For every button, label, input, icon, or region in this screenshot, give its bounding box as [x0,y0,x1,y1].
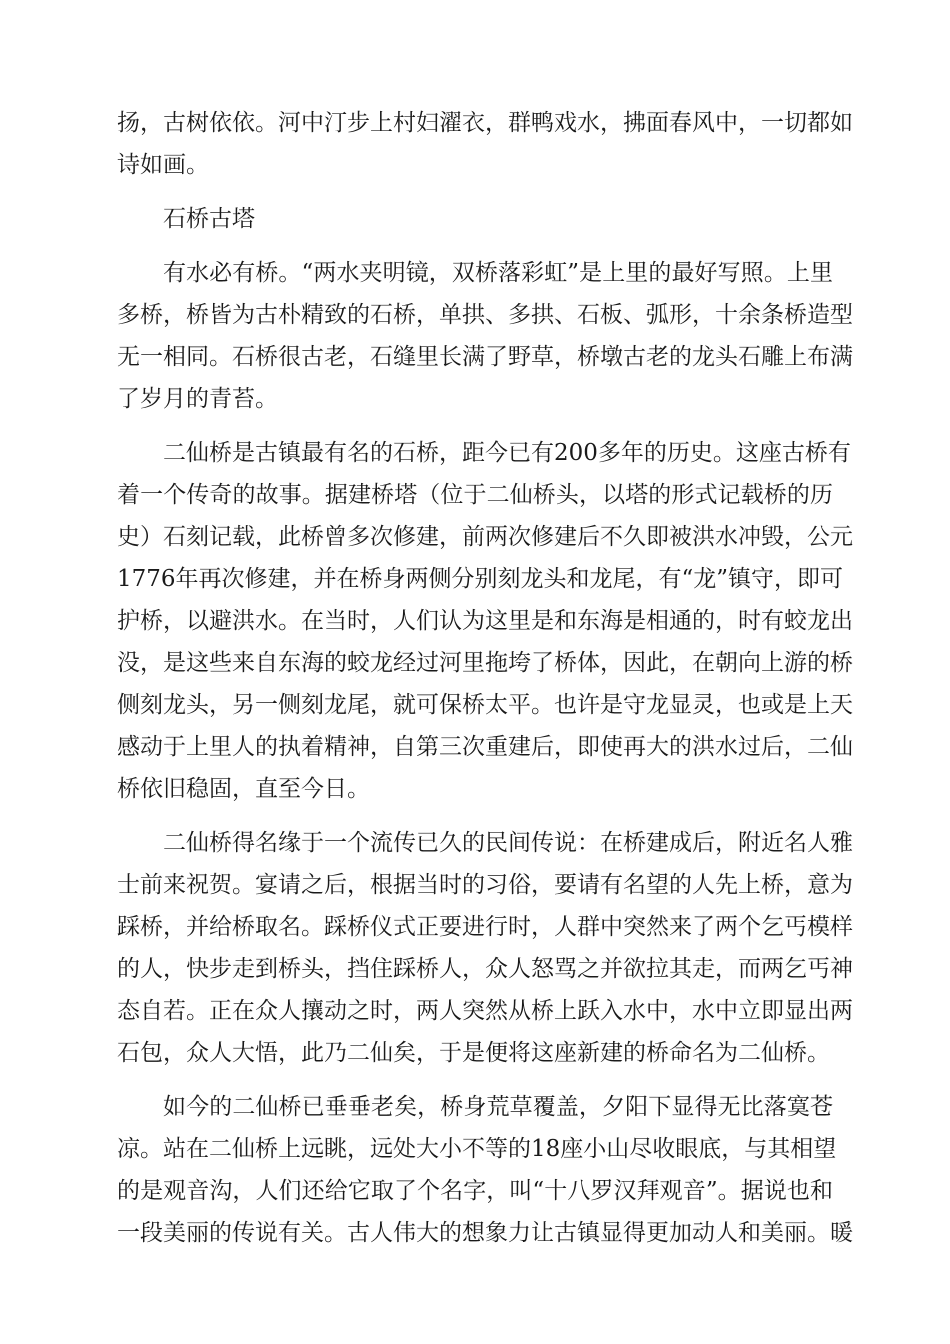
text-line: 诗如画。 [117,152,209,178]
text-line: 着一个传奇的故事。据建桥塔（位于二仙桥头，以塔的形式记载桥的历 [117,482,833,508]
paragraph-erxian-legend [117,822,853,1074]
text-line: 扬，古树依依。河中汀步上村妇濯衣，群鸭戏水，拂面春风中，一切都如 [117,110,853,136]
text-line: 1776年再次修建，并在桥身两侧分别刻龙头和龙尾，有“龙”镇守，即可 [117,566,844,592]
text-line: 侧刻龙头，另一侧刻龙尾，就可保桥太平。也许是守龙显灵，也或是上天 [117,692,853,718]
paragraph-erxian-today [117,1086,853,1254]
text-line: 的是观音沟，人们还给它取了个名字，叫“十八罗汉拜观音”。据说也和 [117,1178,833,1204]
text-line: 感动于上里人的执着精神，自第三次重建后，即使再大的洪水过后，二仙 [117,734,853,760]
text-line: 无一相同。石桥很古老，石缝里长满了野草，桥墩古老的龙头石雕上布满 [117,344,853,370]
text-line: 有水必有桥。“两水夹明镜，双桥落彩虹”是上里的最好写照。上里 [163,260,833,286]
text-line: 如今的二仙桥已垂垂老矣，桥身荒草覆盖，夕阳下显得无比落寞苍 [163,1094,833,1120]
text-line: 多桥，桥皆为古朴精致的石桥，单拱、多拱、石板、弧形，十余条桥造型 [117,302,853,328]
text-line: 石包，众人大悟，此乃二仙矣，于是便将这座新建的桥命名为二仙桥。 [117,1040,830,1066]
paragraph-bridges-intro [117,252,853,420]
text-line: 二仙桥是古镇最有名的石桥，距今已有200多年的历史。这座古桥有 [163,440,851,466]
text-line: 了岁月的青苔。 [117,386,278,412]
text-line: 态自若。正在众人攘动之时，两人突然从桥上跃入水中，水中立即显出两 [117,998,853,1024]
paragraph-erxian-history [117,432,853,810]
paragraph-continuation [117,102,853,186]
text-line: 桥依旧稳固，直至今日。 [117,776,370,802]
document-page [117,102,853,1266]
text-line: 史）石刻记载，此桥曾多次修建，前两次修建后不久即被洪水冲毁，公元 [117,524,853,550]
text-line: 的人，快步走到桥头，挡住踩桥人，众人怒骂之并欲拉其走，而两乞丐神 [117,956,853,982]
text-line: 一段美丽的传说有关。古人伟大的想象力让古镇显得更加动人和美丽。暖 [117,1220,853,1246]
text-line: 二仙桥得名缘于一个流传已久的民间传说：在桥建成后，附近名人雅 [163,830,853,856]
text-line: 没，是这些来自东海的蛟龙经过河里拖垮了桥体，因此，在朝向上游的桥 [117,650,853,676]
text-line: 踩桥，并给桥取名。踩桥仪式正要进行时，人群中突然来了两个乞丐模样 [117,914,853,940]
text-line: 护桥，以避洪水。在当时，人们认为这里是和东海是相通的，时有蛟龙出 [117,608,853,634]
heading-text: 石桥古塔 [163,206,255,232]
section-heading [117,198,833,240]
text-line: 士前来祝贺。宴请之后，根据当时的习俗，要请有名望的人先上桥，意为 [117,872,853,898]
text-line: 凉。站在二仙桥上远眺，远处大小不等的18座小山尽收眼底，与其相望 [117,1136,837,1162]
